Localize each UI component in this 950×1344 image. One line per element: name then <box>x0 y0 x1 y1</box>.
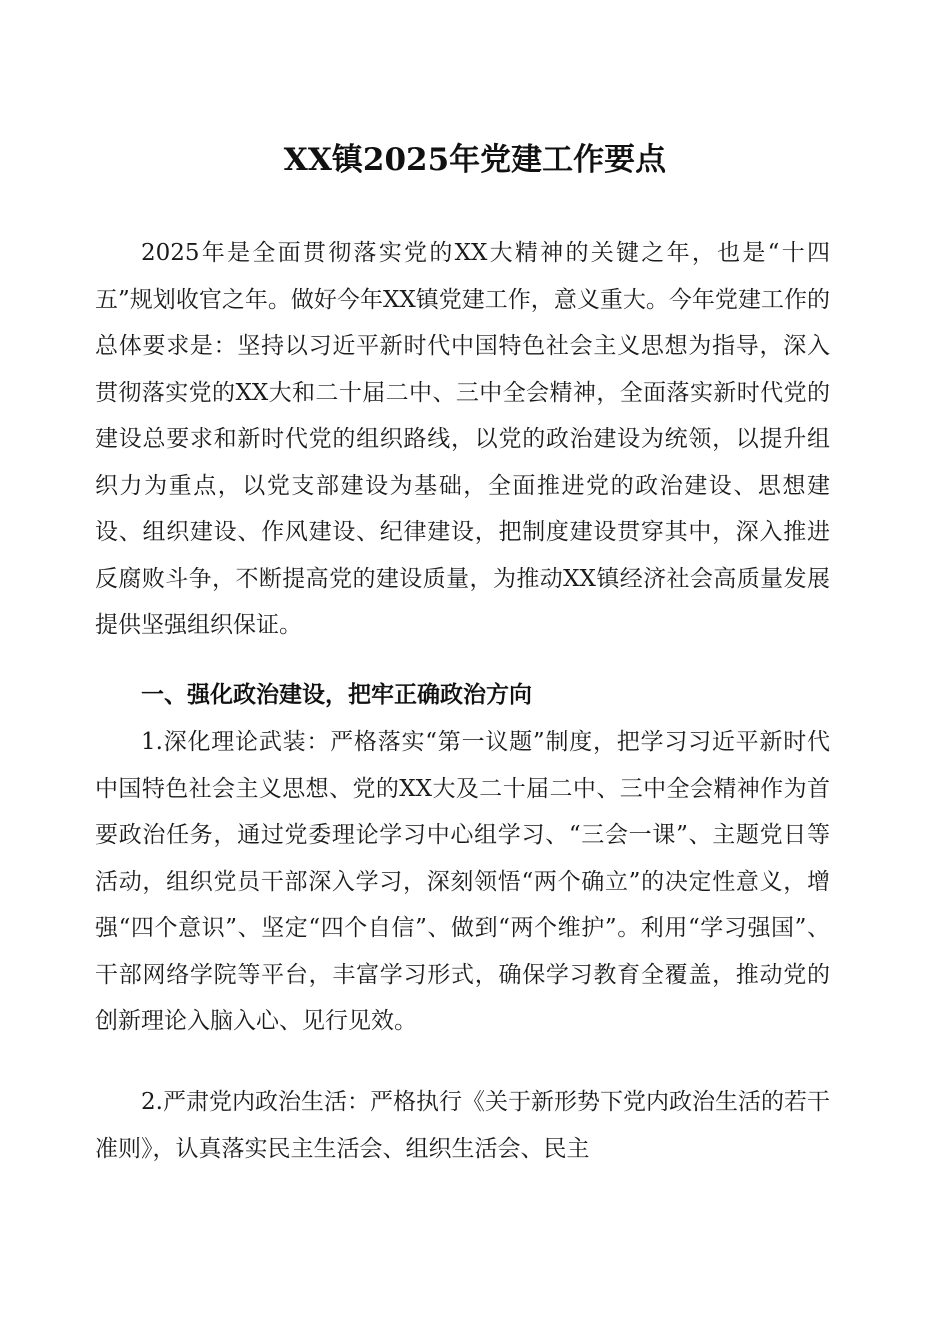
document-title: XX镇2025年党建工作要点 <box>283 142 667 178</box>
intro-paragraph: 2025年是全面贯彻落实党的XX大精神的关键之年，也是“十四五”规划收官之年。做好今年XX镇党建工作，意义重大。今年党建工作的总体要求是：坚持以习近平新时代中国特色社会主义思想为指导，深入贯彻落实党的XX大和二十届二中、三中全会精神，全面落实新时代党的建设总要求和新时代党的组织路线，以党的政治建设为统领，以提升组织力为重点，以党支部建设为基础，全面推进党的政治建设、思想建设、组织建设、作风建设、纪律建设，把制度建设贯穿其中，深入推进反腐败斗争，不断提高党的建设质量，为推动XX镇经济社会高质量发展提供坚强组织保证。 <box>95 240 830 638</box>
section-item-paragraph: 1.深化理论武装：严格落实“第一议题”制度，把学习习近平新时代中国特色社会主义思想、党的XX大及二十届二中、三中全会精神作为首要政治任务，通过党委理论学习中心组学习、“三会一课”、主题党日等活动，组织党员干部深入学习，深刻领悟“两个确立”的决定性意义，增强“四个意识”、坚定“四个自信”、做到“两个维护”。利用“学习强国”、干部网络学院等平台，丰富学习形式，确保学习教育全覆盖，推动党的创新理论入脑入心、见行见效。 <box>95 729 830 1034</box>
section-item-paragraph: 2.严肃党内政治生活：严格执行《关于新形势下党内政治生活的若干准则》，认真落实民主生活会、组织生活会、民主 <box>95 1089 830 1162</box>
section-heading: 一、强化政治建设，把牢正确政治方向 <box>141 682 532 708</box>
